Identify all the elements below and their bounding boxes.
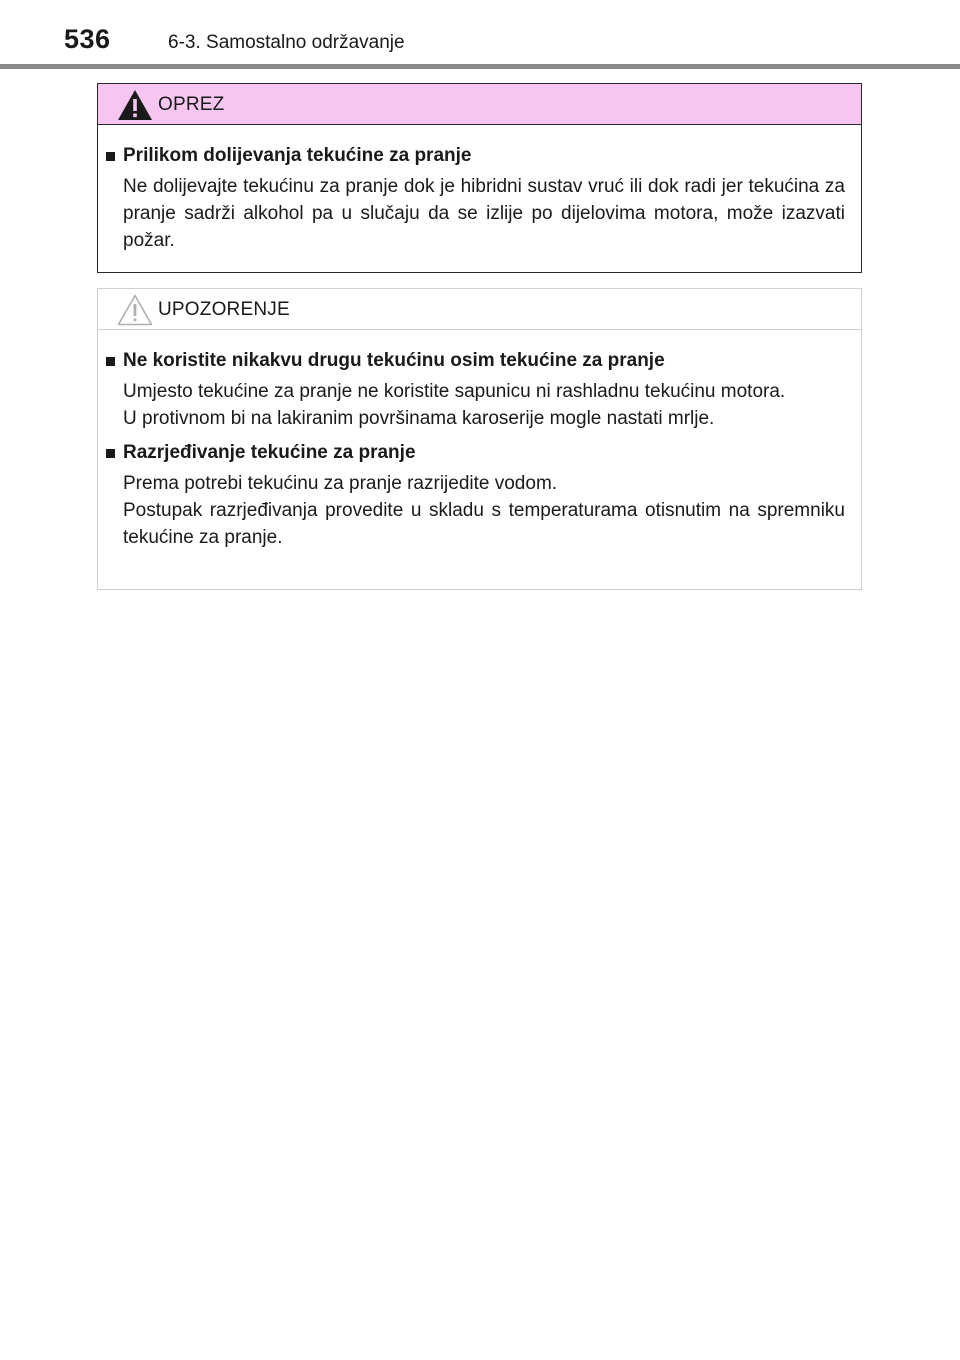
notice-box-header [98,289,861,330]
caution-label: OPREZ [158,94,225,115]
caution-item-title-text: Prilikom dolijevanja tekućine za pranje [123,145,472,166]
square-bullet-icon [106,357,115,366]
notice-box [97,288,862,590]
notice-item-title [106,348,845,374]
section-title: 6-3. Samostalno održavanje [168,32,405,53]
notice-item-paragraph: Postupak razrjeđivanja provedite u skladu s temperaturama otisnutim na spremniku tekućine za pranje. [123,500,845,548]
warning-triangle-filled-icon [116,88,154,122]
caution-item [106,143,845,254]
caution-box-body [98,125,861,254]
page-header [0,0,960,70]
notice-item-text [123,466,845,551]
notice-item-paragraph: Prema potrebi tekućinu za pranje razrijedite vodom. [123,473,558,494]
caution-box [97,83,862,273]
notice-item-paragraph: Umjesto tekućine za pranje ne koristite sapunicu ni rashladnu tekućinu motora. [123,381,786,402]
warning-triangle-outline-icon [116,293,154,327]
notice-item-text [123,374,845,432]
page-number: 536 [64,24,111,54]
notice-item [106,348,845,432]
notice-item-title [106,440,845,466]
notice-item [106,440,845,551]
square-bullet-icon [106,449,115,458]
notice-box-body [98,330,861,551]
notice-item-title-text: Ne koristite nikakvu drugu tekućinu osim tekućine za pranje [123,350,665,371]
caution-item-paragraph: Ne dolijevajte tekućinu za pranje dok je hibridni sustav vruć ili dok radi jer tekućina za pranje sadrži alkohol pa u slučaju da se izlije po dijelovima motora, može izazvati požar. [123,176,845,251]
notice-item-title-text: Razrjeđivanje tekućine za pranje [123,442,416,463]
notice-label: UPOZORENJE [158,299,290,320]
caution-box-header [98,84,861,125]
square-bullet-icon [106,152,115,161]
caution-item-title [106,143,845,169]
header-divider [0,64,960,69]
caution-item-text [123,169,845,254]
notice-item-paragraph: U protivnom bi na lakiranim površinama karoserije mogle nastati mrlje. [123,408,715,429]
